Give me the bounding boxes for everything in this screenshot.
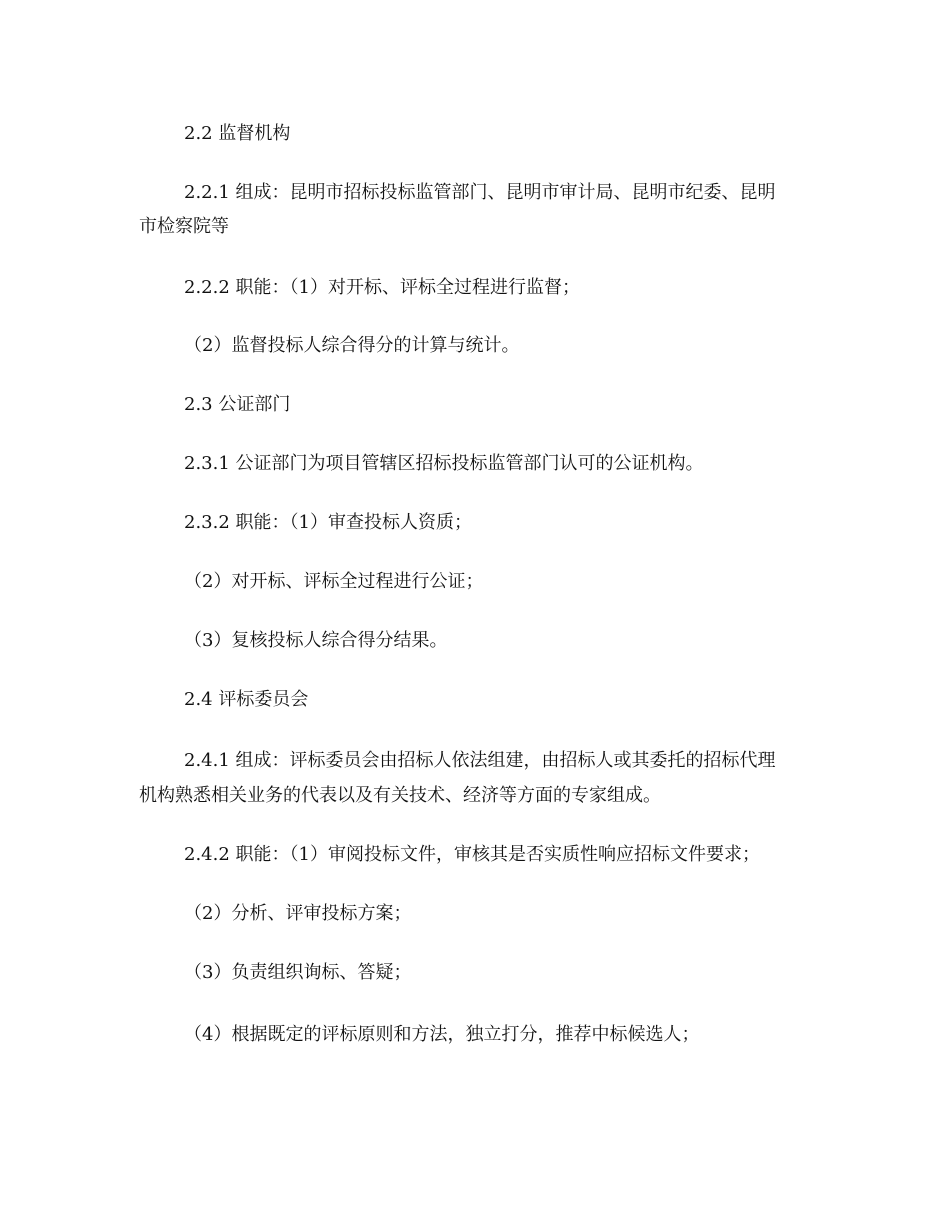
list-item-committee-3: （3）负责组织询标、答疑； bbox=[184, 962, 412, 983]
paragraph-2-4-1-line-2: 机构熟悉相关业务的代表以及有关技术、经济等方面的专家组成。 bbox=[139, 785, 661, 806]
paragraph-2-3-2: 2.3.2 职能：（1）审查投标人资质； bbox=[184, 512, 472, 533]
list-item-committee-4: （4）根据既定的评标原则和方法，独立打分，推荐中标候选人； bbox=[184, 1024, 700, 1045]
paragraph-2-4-1-line-1: 2.4.1 组成：评标委员会由招标人依法组建，由招标人或其委托的招标代理 bbox=[184, 750, 776, 771]
paragraph-2-4-2: 2.4.2 职能：（1）审阅投标文件，审核其是否实质性响应招标文件要求； bbox=[184, 844, 760, 865]
list-item-committee-2: （2）分析、评审投标方案； bbox=[184, 903, 412, 924]
section-heading-2-3: 2.3 公证部门 bbox=[184, 394, 291, 415]
paragraph-2-2-1-line-1: 2.2.1 组成：昆明市招标投标监管部门、昆明市审计局、昆明市纪委、昆明 bbox=[184, 182, 776, 203]
list-item-notary-3: （3）复核投标人综合得分结果。 bbox=[184, 630, 448, 651]
section-heading-2-4: 2.4 评标委员会 bbox=[184, 689, 309, 710]
list-item-notary-2: （2）对开标、评标全过程进行公证； bbox=[184, 571, 484, 592]
list-item-supervise-2: （2）监督投标人综合得分的计算与统计。 bbox=[184, 335, 520, 356]
paragraph-2-3-1: 2.3.1 公证部门为项目管辖区招标投标监管部门认可的公证机构。 bbox=[184, 453, 704, 474]
paragraph-2-2-2: 2.2.2 职能：（1）对开标、评标全过程进行监督； bbox=[184, 277, 580, 298]
section-heading-2-2: 2.2 监督机构 bbox=[184, 123, 291, 144]
paragraph-2-2-1-line-2: 市检察院等 bbox=[139, 216, 229, 237]
